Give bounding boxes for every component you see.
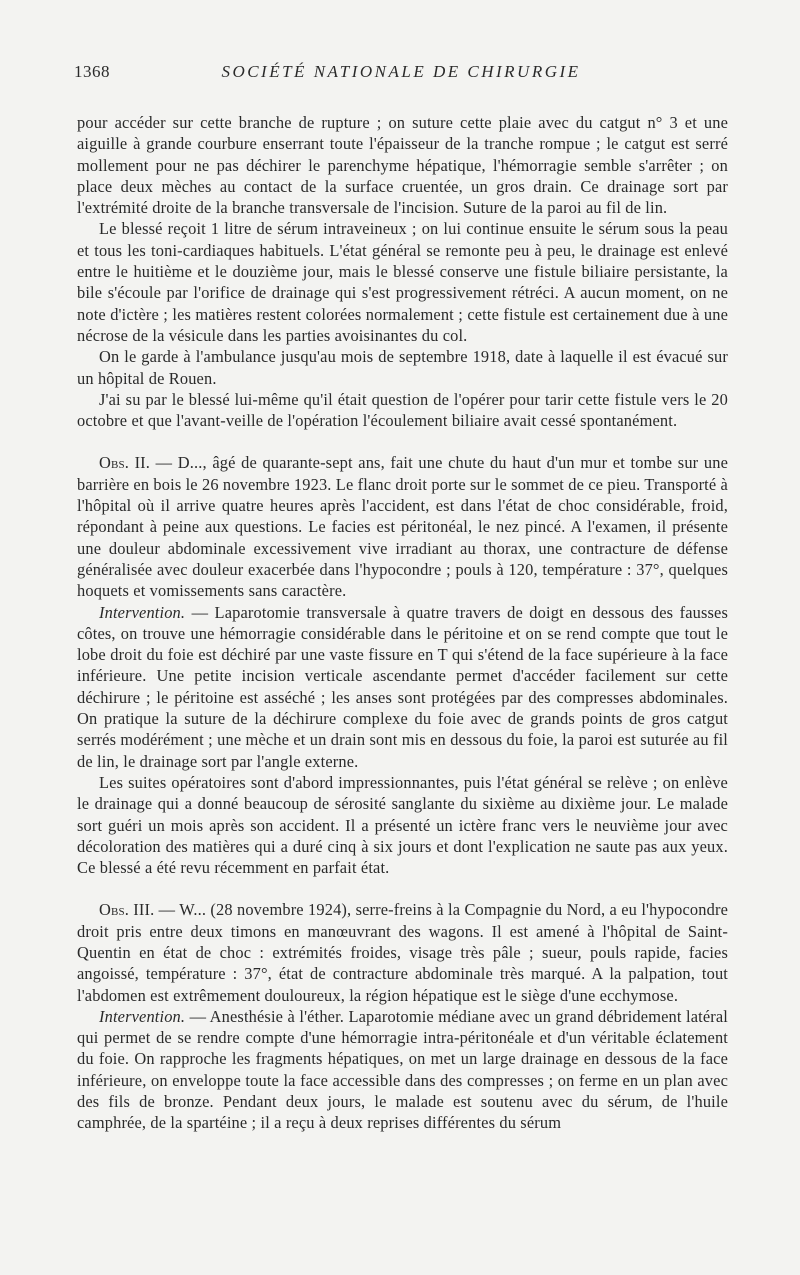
observation-3-text: — W... (28 novembre 1924), serre-freins à la Compagnie du Nord, a eu l'hypocondre droit pris entre deux timons en manœuvrant des wagons. Il est amené à l'hôpital de Saint-Quentin en état de choc : extrémités froides, visage très pâle ; sueur, pouls rapide, facies angoissé, température : 37°, état de contracture abdominale très marqué. A la palpation, tout l'abdomen est extrêmement douloureux, la région hépatique est le siège d'une ecchymose. bbox=[77, 900, 728, 1005]
intervention-2-text: — Laparotomie transversale à quatre travers de doigt en dessous des fausses côtes, on trouve une hémorragie considérable dans le péritoine et on se rend compte que tout le lobe droit du foie est déchiré par une vaste fissure en T qui s'étend de la face supérieure à la face inférieure. Une petite incision verticale ascendante permet d'accéder facilement sur cette déchirure ; le péritoine est asséché ; les anses sont protégées par des compresses abdominales. On pratique la suture de la déchirure complexe du foie avec de grands points de gros catgut serrés modérément ; une mèche et un drain sont mis en dessous du foie, la paroi est suturée au fil de lin, le drainage sort par l'angle externe. bbox=[77, 602, 728, 771]
paragraph-suites: Les suites opératoires sont d'abord impressionnantes, puis l'état général se relève ; on enlève le drainage qui a donné beaucoup de sérosité sanglante du sixième au dixième jour. Le malade sort guéri un mois après son accident. Il a présenté un ictère franc vers le neuvième jour avec décoloration des matières qui a duré cinq à six jours et dont l'explication ne saute pas aux yeux. Ce blessé a été revu récemment en parfait état. bbox=[77, 772, 728, 878]
page-header bbox=[74, 62, 728, 86]
observation-2-label: Obs. II. bbox=[99, 453, 151, 473]
intervention-3-label: Intervention. bbox=[99, 1006, 186, 1026]
running-title: SOCIÉTÉ NATIONALE DE CHIRURGIE bbox=[221, 62, 581, 81]
intervention-3-text: — Anesthésie à l'éther. Laparotomie médiane avec un grand débridement latéral qui permet de se rendre compte d'une hémorragie intra-péritonéale et d'un véritable éclatement du foie. On rapproche les fragments hépatiques, on met un large drainage en dessous de la face inférieure, on enveloppe toute la face accessible dans des compresses ; on ferme en un plan avec des fils de bronze. Pendant deux jours, le malade est soutenu avec du sérum, de l'huile camphrée, de la spartéine ; il a reçu à deux reprises différentes du sérum bbox=[77, 1006, 728, 1133]
intervention-2-label: Intervention. bbox=[99, 602, 186, 622]
observation-3 bbox=[77, 899, 728, 1005]
body-text bbox=[77, 112, 728, 1134]
paragraph-outcome: J'ai su par le blessé lui-même qu'il était question de l'opérer pour tarir cette fistule vers le 20 octobre et que l'avant-veille de l'opération l'écoulement biliaire avait cessé spontanément. bbox=[77, 389, 728, 431]
observation-2-text: — D..., âgé de quarante-sept ans, fait une chute du haut d'un mur et tombe sur une barrière en bois le 26 novembre 1923. Le flanc droit porte sur le sommet de ce pieu. Transporté à l'hôpital où il arrive quatre heures après l'accident, est dans l'état de choc considérable, froid, répondant à peine aux questions. Le facies est péritonéal, le nez pincé. A l'examen, il présente une douleur abdominale excessivement vive irradiant au thorax, une contracture de défense généralisée avec douleur exacerbée dans l'hypocondre ; pouls à 120, température : 37°, quelques hoquets et vomissements sans caractère. bbox=[77, 453, 728, 601]
intervention-2 bbox=[77, 602, 728, 772]
page-number: 1368 bbox=[74, 62, 110, 81]
intervention-3 bbox=[77, 1006, 728, 1134]
observation-2 bbox=[77, 452, 728, 601]
paragraph-continued: pour accéder sur cette branche de rupture ; on suture cette plaie avec du catgut n° 3 et une aiguille à grande courbure enserrant toute l'épaisseur de la tranche rompue ; le catgut est serré mollement pour ne pas déchirer le parenchyme hépatique, l'hémorragie semble s'arrêter ; on place deux mèches au contact de la surface cruentée, un gros drain. Ce drainage sort par l'extrémité droite de la branche transversale de l'incision. Suture de la paroi au fil de lin. bbox=[77, 113, 728, 218]
paragraph-ambulance: On le garde à l'ambulance jusqu'au mois de septembre 1918, date à laquelle il est évacué sur un hôpital de Rouen. bbox=[77, 347, 728, 388]
paragraph-post-op: Le blessé reçoit 1 litre de sérum intraveineux ; on lui continue ensuite le sérum sous la peau et tous les toni-cardiaques habituels. L'état général se remonte peu à peu, le drainage est enlevé entre le huitième et le douzième jour, mais le blessé conserve une fistule biliaire persistante, la bile s'écoule par l'orifice de drainage qui s'est progressivement rétréci. A aucun moment, on ne note d'ictère ; les matières restent colorées normalement ; cette fistule est certainement due à une nécrose de la vésicule dans les parties avoisinantes du col. bbox=[77, 219, 728, 345]
observation-3-label: Obs. III. bbox=[99, 900, 155, 920]
